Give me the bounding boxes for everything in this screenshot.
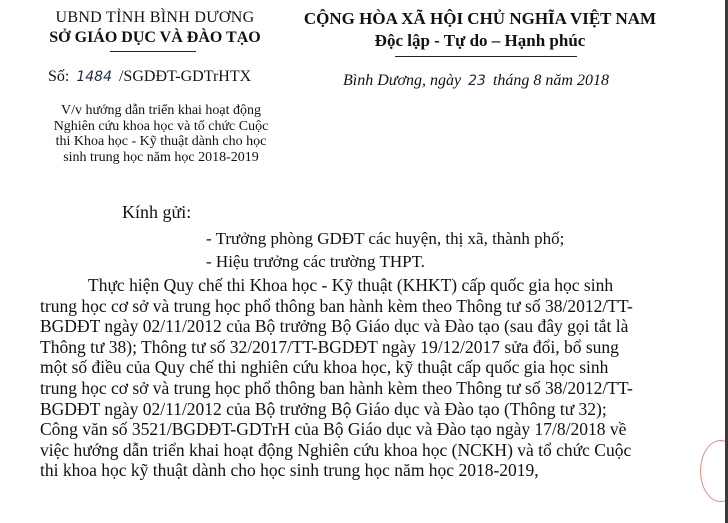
- body-line: trung học cơ sở và trung học phổ thông ban hành kèm theo Thông tư số 38/2012/TT-: [40, 377, 633, 398]
- national-motto: Độc lập - Tự do – Hạnh phúc: [374, 31, 586, 50]
- body-line: trung học cơ sở và trung học phổ thông ban hành kèm theo Thông tư số 38/2012/TT-: [40, 295, 633, 316]
- left-header-underline: [110, 51, 196, 52]
- subject-block: [30, 103, 292, 165]
- body-line: việc hướng dẫn triển khai hoạt động Nghiên cứu khoa học (NCKH) và tổ chức Cuộc: [40, 439, 632, 460]
- body-line: BGDĐT ngày 02/11/2012 của Bộ trưởng Bộ Giáo dục và Đào tạo (Thông tư 32);: [40, 398, 607, 419]
- agency-name: UBND TỈNH BÌNH DƯƠNG: [55, 9, 255, 26]
- body-line: thi khoa học kỹ thuật dành cho học sinh trung học năm học 2018-2019,: [40, 460, 539, 481]
- recipient-item: - Trưởng phòng GDĐT các huyện, thị xã, thành phố;: [206, 229, 565, 248]
- date-day-handwritten: 23: [468, 73, 486, 89]
- body-line: BGDĐT ngày 02/11/2012 của Bộ trưởng Bộ Giáo dục và Đào tạo (sau đây gọi tắt là: [40, 316, 629, 337]
- body-line: Thực hiện Quy chế thi Khoa học - Kỹ thuật (KHKT) cấp quốc gia học sinh: [88, 275, 614, 295]
- subject-line: sinh trung học năm học 2018-2019: [63, 149, 259, 165]
- national-title-block: [290, 8, 670, 52]
- date-month-year: tháng 8 năm 2018: [492, 72, 609, 89]
- issuing-authority-block: [20, 8, 290, 48]
- subject-line: thi Khoa học - Kỹ thuật dành cho học: [55, 134, 267, 149]
- body-paragraph: [40, 275, 710, 481]
- right-header-underline: [395, 56, 577, 57]
- body-line: Công văn số 3521/BGDĐT-GDTrH của Bộ Giáo dục và Đào tạo ngày 17/8/2018 về: [40, 419, 627, 440]
- subject-line: V/v hướng dẫn triển khai hoạt động: [60, 103, 262, 118]
- body-line: Thông tư 38); Thông tư số 32/2017/TT-BGDĐT ngày 19/12/2017 sửa đổi, bổ sung: [40, 336, 619, 357]
- document-number: [48, 68, 251, 86]
- date-place: Bình Dương, ngày: [343, 72, 462, 89]
- body-line: một số điều của Quy chế thi nghiên cứu khoa học, kỹ thuật cấp quốc gia học sinh: [40, 357, 609, 378]
- date-line: [343, 72, 609, 90]
- document-number-prefix: Số:: [48, 68, 70, 85]
- recipient-item: - Hiệu trưởng các trường THPT.: [206, 252, 425, 271]
- subject-line: Nghiên cứu khoa học và tổ chức Cuộc: [53, 118, 269, 134]
- country-name: CỘNG HÒA XÃ HỘI CHỦ NGHĨA VIỆT NAM: [303, 9, 657, 28]
- document-number-suffix: /SGDĐT-GDTrHTX: [118, 68, 252, 85]
- department-name: SỞ GIÁO DỤC VÀ ĐÀO TẠO: [49, 29, 261, 46]
- greeting: Kính gửi:: [122, 202, 192, 222]
- document-number-handwritten: 1484: [76, 69, 112, 85]
